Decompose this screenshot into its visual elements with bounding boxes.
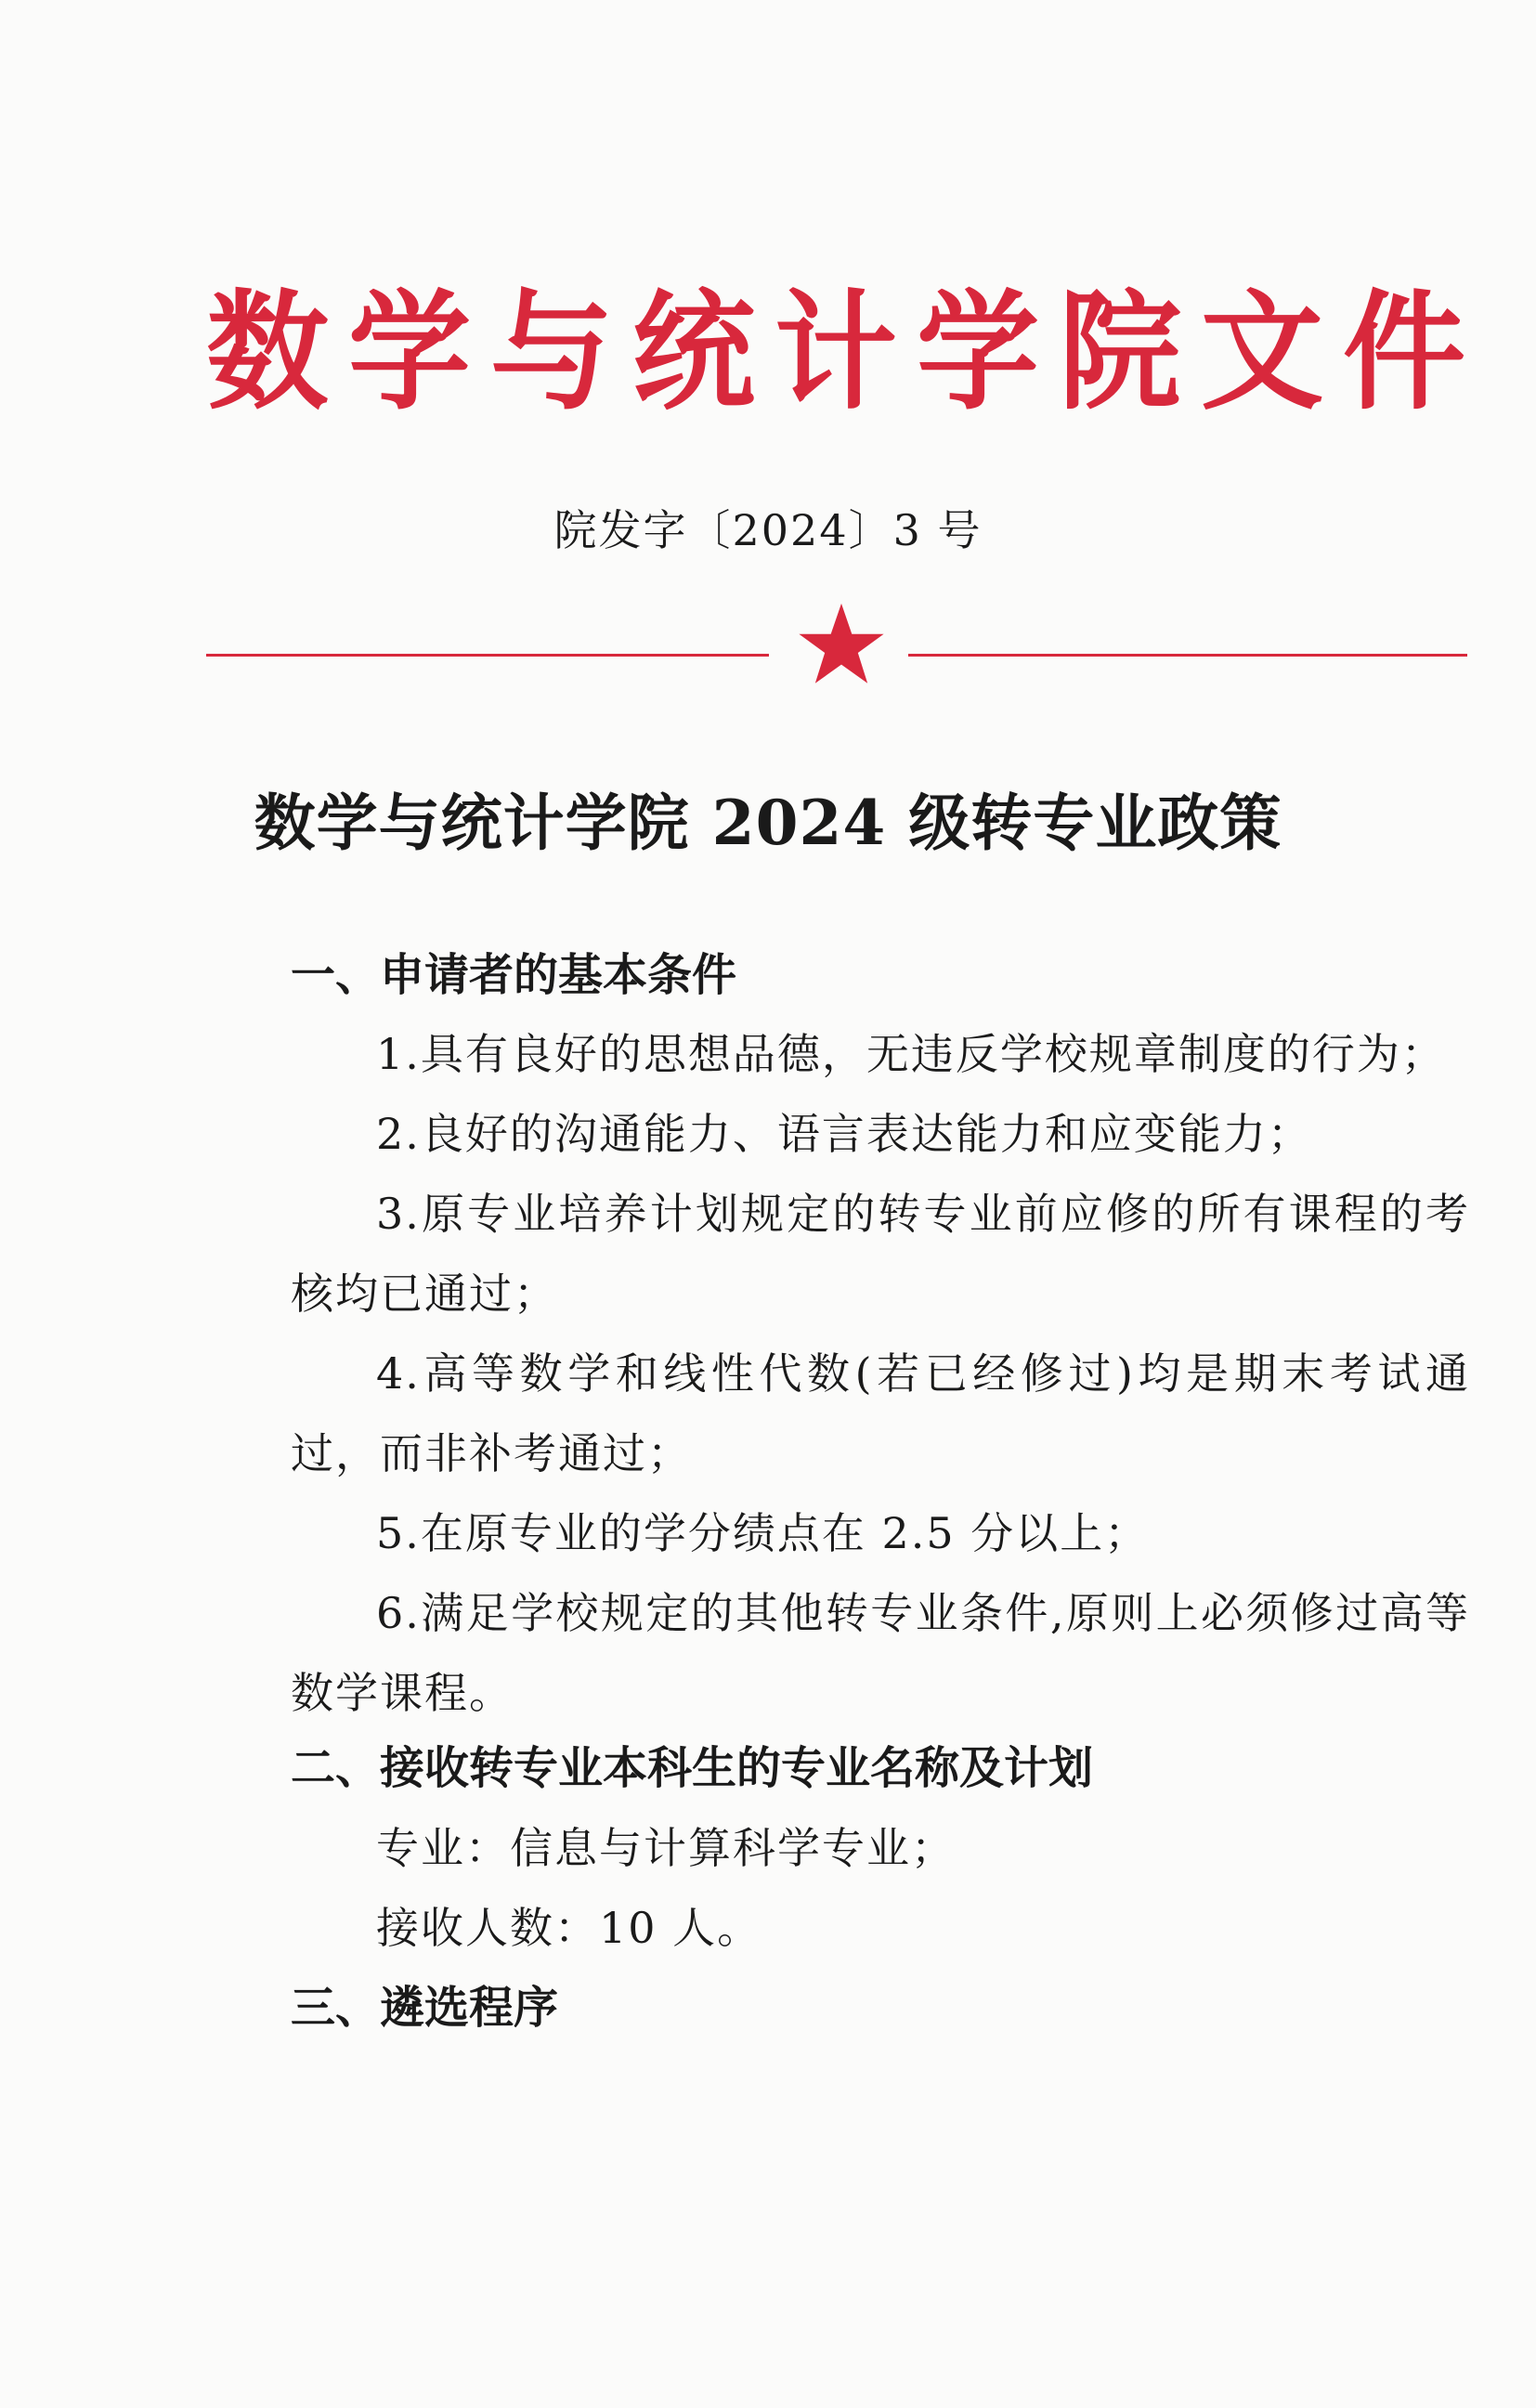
masthead-title <box>204 279 1467 427</box>
divider-line-right <box>908 654 1467 657</box>
star-icon <box>797 602 886 687</box>
masthead-char: 院 <box>1059 278 1181 428</box>
condition-item-2: 2.良好的沟通能力、语言表达能力和应变能力； <box>376 1109 1312 1159</box>
section-heading-3: 三、遴选程序 <box>291 1982 559 2034</box>
masthead-char: 统 <box>632 278 755 428</box>
section-heading-1: 一、申请者的基本条件 <box>291 949 737 1001</box>
condition-item-1: 1.具有良好的思想品德，无违反学校规章制度的行为； <box>376 1029 1446 1079</box>
section-heading-2: 二、接收转专业本科生的专业名称及计划 <box>291 1742 1094 1794</box>
masthead-char: 学 <box>348 278 471 428</box>
condition-item-4: 4.高等数学和线性代数(若已经修过)均是期末考试通过，而非补考通过； <box>291 1348 1470 1478</box>
masthead-char: 件 <box>1343 278 1465 428</box>
masthead-char: 数 <box>206 278 329 428</box>
document-number: 院发字〔2024〕3 号 <box>553 505 983 555</box>
condition-item-6: 6.满足学校规定的其他转专业条件,原则上必须修过高等数学课程。 <box>291 1588 1470 1718</box>
quota-count: 接收人数：10 人。 <box>376 1903 762 1953</box>
masthead-char: 与 <box>490 278 613 428</box>
condition-item-5: 5.在原专业的学分绩点在 2.5 分以上； <box>376 1508 1150 1558</box>
masthead-char: 学 <box>917 278 1039 428</box>
masthead-char: 文 <box>1201 278 1323 428</box>
masthead-char: 计 <box>775 278 897 428</box>
major-name: 专业：信息与计算科学专业； <box>376 1823 956 1873</box>
condition-item-3: 3.原专业培养计划规定的转专业前应修的所有课程的考核均已通过； <box>291 1189 1470 1319</box>
divider-line-left <box>206 654 769 657</box>
document-title: 数学与统计学院 2024 级转专业政策 <box>254 787 1282 859</box>
